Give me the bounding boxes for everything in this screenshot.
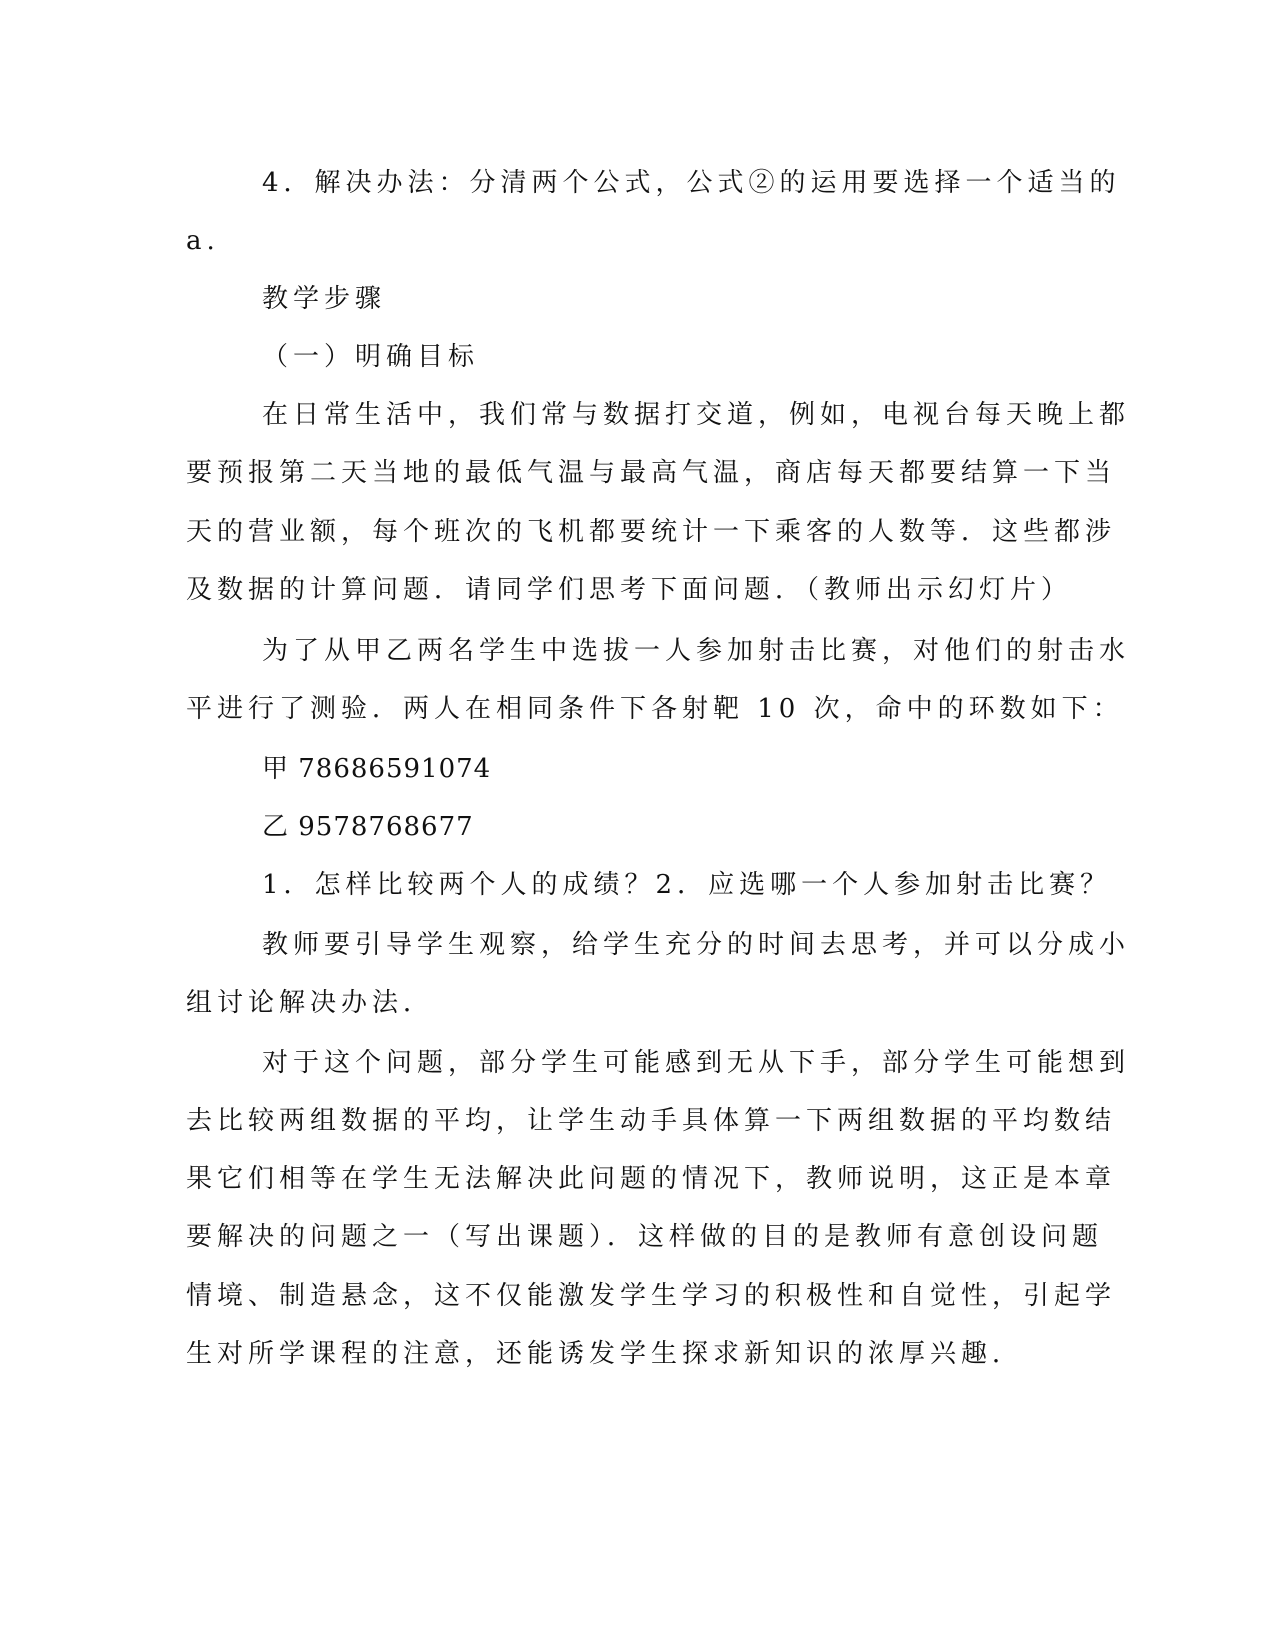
paragraph-questions: 1．怎样比较两个人的成绩？2．应选哪一个人参加射击比赛？: [262, 870, 1112, 900]
paragraph-solution-line-2: a.: [186, 226, 220, 256]
heading-teaching-steps: 教学步骤: [262, 284, 387, 314]
heading-clear-goals: （一）明确目标: [262, 342, 480, 372]
paragraph-daily-life-line-4: 及数据的计算问题．请同学们思考下面问题．（教师出示幻灯片）: [186, 575, 1073, 605]
paragraph-solution-line-1: 4．解决办法：分清两个公式，公式②的运用要选择一个适当的: [262, 168, 1121, 198]
score-row-jia: 甲 78686591074: [262, 754, 492, 784]
paragraph-analysis-line-3: 果它们相等在学生无法解决此问题的情况下，教师说明，这正是本章: [186, 1164, 1117, 1194]
paragraph-shooting-line-1: 为了从甲乙两名学生中选拔一人参加射击比赛，对他们的射击水: [262, 636, 1131, 666]
paragraph-analysis-line-2: 去比较两组数据的平均，让学生动手具体算一下两组数据的平均数结: [186, 1106, 1117, 1136]
paragraph-shooting-line-2: 平进行了测验．两人在相同条件下各射靶 10 次，命中的环数如下：: [186, 694, 1124, 724]
score-row-yi: 乙 9578768677: [262, 812, 474, 842]
paragraph-analysis-line-6: 生对所学课程的注意，还能诱发学生探求新知识的浓厚兴趣．: [186, 1339, 1024, 1369]
paragraph-analysis-line-4: 要解决的问题之一（写出课题）．这样做的目的是教师有意创设问题: [186, 1222, 1104, 1252]
paragraph-teacher-guide-line-2: 组讨论解决办法．: [186, 988, 435, 1018]
paragraph-daily-life-line-1: 在日常生活中，我们常与数据打交道，例如，电视台每天晚上都: [262, 400, 1131, 430]
paragraph-analysis-line-1: 对于这个问题，部分学生可能感到无从下手，部分学生可能想到: [262, 1048, 1131, 1078]
paragraph-daily-life-line-2: 要预报第二天当地的最低气温与最高气温，商店每天都要结算一下当: [186, 458, 1117, 488]
paragraph-teacher-guide-line-1: 教师要引导学生观察，给学生充分的时间去思考，并可以分成小: [262, 930, 1131, 960]
paragraph-analysis-line-5: 情境、制造悬念，这不仅能激发学生学习的积极性和自觉性，引起学: [186, 1281, 1117, 1311]
paragraph-daily-life-line-3: 天的营业额，每个班次的飞机都要统计一下乘客的人数等．这些都涉: [186, 517, 1117, 547]
